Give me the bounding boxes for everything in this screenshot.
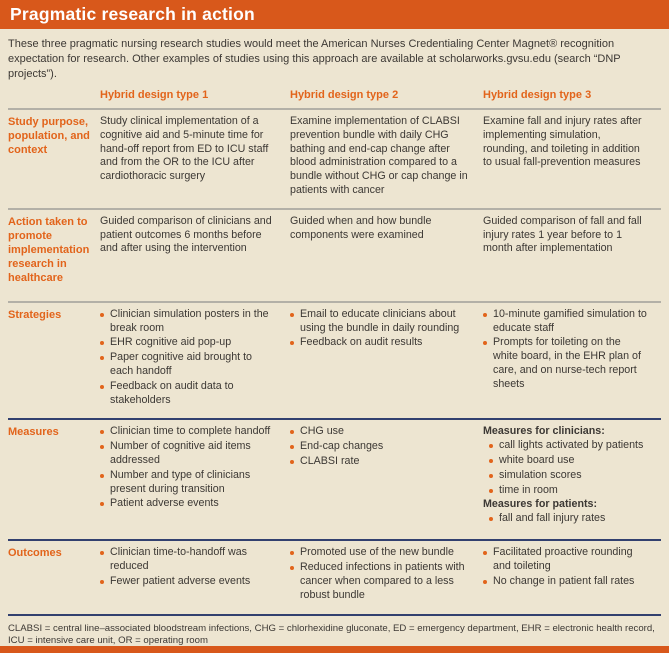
bullet-icon <box>100 341 104 345</box>
list-item <box>489 454 647 468</box>
bullet-icon <box>483 580 487 584</box>
list-item <box>100 440 276 468</box>
bullet-icon <box>100 445 104 449</box>
page-title: Pragmatic research in action <box>10 4 255 24</box>
cell-text: Examine implementation of CLABSI prevention bundle with daily CHG bathing and end-cap change after blood administration compared to a bundle without CHG or cap change in patients with cancer <box>290 115 468 196</box>
bullet-icon <box>290 566 294 570</box>
row-label: Measures <box>8 426 59 439</box>
bullet-text: CHG use <box>300 425 344 438</box>
list-item <box>483 336 647 391</box>
list-item <box>290 455 469 469</box>
bullet-text: Reduced infections in patients with cancer when compared to a less robust bundle <box>300 561 465 601</box>
bullet-list <box>489 512 647 526</box>
title-bar <box>0 0 669 29</box>
list-item <box>100 546 276 574</box>
bullet-text: Patient adverse events <box>110 497 219 510</box>
list-item <box>100 469 276 497</box>
list-item <box>100 380 276 408</box>
table-cell <box>290 541 483 613</box>
list-item <box>483 546 647 574</box>
cell-text: Guided comparison of fall and fall injury rates 1 year before to 1 month after implementation <box>483 214 642 255</box>
intro-text: These three pragmatic nursing research studies would meet the American Nurses Credentialing Center Magnet® recognition expectation for research. Other examples of studies using this approach are available at scholarworks.gvsu.edu (search “DNP projects”). <box>8 38 621 80</box>
list-item <box>290 425 469 439</box>
list-item <box>489 469 647 483</box>
bullet-icon <box>290 445 294 449</box>
bullet-list <box>290 308 469 350</box>
cell-text: Guided comparison of clinicians and patient outcomes 6 months before and after using the intervention <box>100 214 272 255</box>
list-item <box>100 575 276 589</box>
bullet-text: Facilitated proactive rounding and toileting <box>493 546 633 573</box>
bullet-text: End-cap changes <box>300 440 384 453</box>
list-item <box>290 440 469 454</box>
bullet-list <box>100 425 276 511</box>
table-header-row <box>8 89 661 108</box>
bullet-icon <box>100 313 104 317</box>
bullet-icon <box>290 551 294 555</box>
bullet-icon <box>489 517 493 521</box>
bullet-icon <box>100 502 104 506</box>
row-label: Outcomes <box>8 547 62 560</box>
bullet-icon <box>489 489 493 493</box>
cell-text: Study clinical implementation of a cognitive aid and 5-minute time for hand-off report from ED to ICU staff and from the OR to the ICU after cardiothoracic surgery <box>100 115 269 183</box>
table-cell <box>483 420 661 539</box>
table-cell <box>483 110 661 208</box>
list-item <box>489 439 647 453</box>
bullet-list <box>100 546 276 588</box>
table-cell <box>100 420 290 539</box>
column-header-hybrid-1: Hybrid design type 1 <box>100 89 209 101</box>
cell-text: Examine fall and injury rates after implementing simulation, rounding, and toileting in addition to usual fall-prevention measures <box>483 115 642 169</box>
column-header-hybrid-3: Hybrid design type 3 <box>483 89 592 101</box>
bullet-text: white board use <box>499 453 575 466</box>
bullet-icon <box>489 459 493 463</box>
bullet-text: Prompts for toileting on the white board, in the EHR plan of care, and on nurse-tech report sheets <box>493 336 641 390</box>
bottom-bar <box>0 646 669 653</box>
table-row <box>8 208 661 301</box>
bullet-icon <box>100 385 104 389</box>
list-item <box>290 308 469 336</box>
bullet-text: fall and fall injury rates <box>499 512 606 525</box>
bullet-list <box>290 425 469 468</box>
bullet-text: CLABSI rate <box>300 454 360 467</box>
bullet-text: Feedback on audit results <box>300 336 423 349</box>
table-cell <box>290 303 483 419</box>
bullet-icon <box>489 474 493 478</box>
cell-text: Guided when and how bundle components were examined <box>290 214 432 241</box>
list-item <box>489 512 647 526</box>
list-item <box>100 425 276 439</box>
bullet-text: No change in patient fall rates <box>493 574 635 587</box>
bullet-icon <box>100 551 104 555</box>
bullet-icon <box>290 313 294 317</box>
bullet-icon <box>100 474 104 478</box>
bullet-list <box>483 308 647 392</box>
bullet-text: Feedback on audit data to stakeholders <box>110 379 234 406</box>
table-cell <box>100 303 290 419</box>
bullet-text: Clinician simulation posters in the break room <box>110 307 269 334</box>
bullet-text: Fewer patient adverse events <box>110 574 251 587</box>
list-item <box>100 336 276 350</box>
bullet-icon <box>100 580 104 584</box>
bullet-text: 10-minute gamified simulation to educate staff <box>493 307 647 334</box>
list-item <box>100 351 276 379</box>
table-cell <box>290 420 483 539</box>
row-label: Action taken to promote implementation research in healthcare <box>8 215 90 284</box>
bullet-icon <box>483 551 487 555</box>
bullet-text: EHR cognitive aid pop-up <box>110 336 232 349</box>
table-cell <box>483 210 661 301</box>
list-item <box>290 561 469 602</box>
bullet-text: Clinician time to complete handoff <box>110 425 271 438</box>
bullet-icon <box>290 341 294 345</box>
table-body <box>8 108 661 614</box>
bullet-icon <box>483 313 487 317</box>
bullet-list <box>489 439 647 497</box>
measures-subheading: Measures for patients: <box>483 498 598 511</box>
bullet-icon <box>290 460 294 464</box>
table-cell <box>100 110 290 208</box>
column-header-hybrid-2: Hybrid design type 2 <box>290 89 399 101</box>
bullet-icon <box>100 356 104 360</box>
table-cell <box>483 303 661 419</box>
bullet-text: Clinician time-to-handoff was reduced <box>110 546 248 573</box>
list-item <box>100 497 276 511</box>
bullet-text: Number and type of clinicians present during transition <box>110 468 251 495</box>
research-table <box>8 89 661 614</box>
bullet-text: Email to educate clinicians about using the bundle in daily rounding <box>300 307 460 334</box>
bullet-list <box>483 546 647 588</box>
list-item <box>489 484 647 498</box>
bullet-list <box>290 546 469 602</box>
list-item <box>100 308 276 336</box>
bullet-icon <box>290 430 294 434</box>
bullet-text: call lights activated by patients <box>499 439 644 452</box>
list-item <box>483 575 647 589</box>
table-row <box>8 418 661 539</box>
footnote: CLABSI = central line–associated bloodstream infections, CHG = chlorhexidine gluconate, ED = emergency department, EHR = electronic health record, ICU = intensive care unit, OR = operating room <box>8 614 661 648</box>
table-row <box>8 539 661 613</box>
bullet-list <box>100 308 276 408</box>
table-cell <box>290 110 483 208</box>
list-item <box>290 336 469 350</box>
list-item <box>290 546 469 560</box>
table-cell <box>290 210 483 301</box>
bullet-icon <box>483 341 487 345</box>
row-label: Study purpose, population, and context <box>8 116 90 156</box>
bullet-text: Paper cognitive aid brought to each handoff <box>110 351 253 377</box>
table-cell <box>100 541 290 613</box>
table-cell <box>100 210 290 301</box>
bullet-text: simulation scores <box>499 468 582 481</box>
list-item <box>483 308 647 336</box>
measures-subheading: Measures for clinicians: <box>483 425 605 438</box>
table-cell <box>483 541 661 613</box>
corner-cell <box>8 89 100 101</box>
bullet-text: time in room <box>499 483 558 496</box>
table-row <box>8 301 661 419</box>
row-label: Strategies <box>8 308 62 321</box>
bullet-icon <box>489 444 493 448</box>
bullet-text: Number of cognitive aid items addressed <box>110 440 251 466</box>
table-row <box>8 108 661 208</box>
bullet-icon <box>100 430 104 434</box>
bullet-text: Promoted use of the new bundle <box>300 546 454 559</box>
